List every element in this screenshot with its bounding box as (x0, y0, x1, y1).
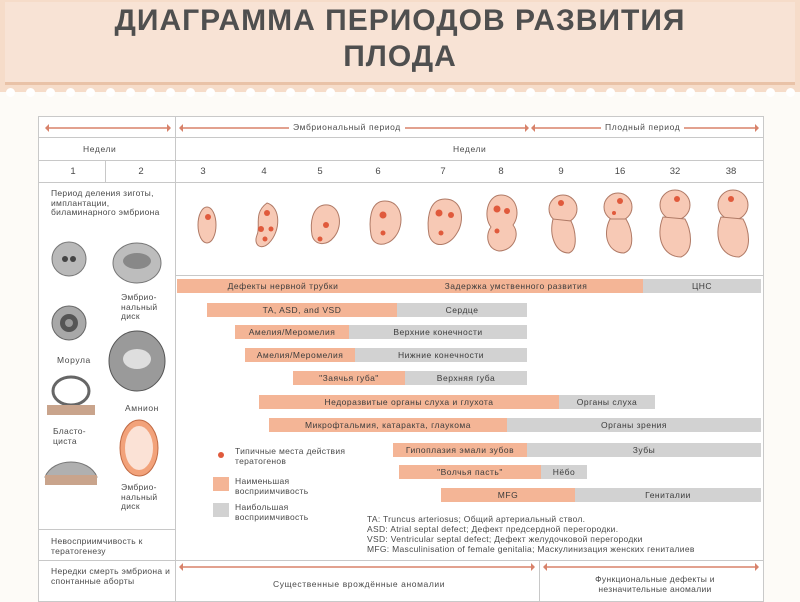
legend-gray-swatch (213, 503, 229, 517)
embryo-week-8-icon (477, 191, 527, 259)
congenital-arrow (179, 562, 535, 572)
abbrev-ta: TA: Truncus arteriosus; Общий артериальный ствол. (367, 514, 586, 524)
legend-gray-label: Наибольшая восприимчивость (235, 502, 309, 522)
fetal-period-label: Плодный период (601, 122, 684, 132)
bar-mental-retardation: Задержка умственного развития (389, 279, 643, 293)
bar-amelia-lower: Амелия/Меромелия (245, 348, 355, 362)
week-number: 6 (375, 166, 381, 177)
legend-pink-label: Наименьшая восприимчивость (235, 476, 309, 496)
bar-ta-asd-vsd: TA, ASD, and VSD (207, 303, 397, 317)
week-number: 32 (669, 166, 681, 177)
embryonic-period-label: Эмбриональный период (289, 122, 405, 132)
abbrev-asd: ASD: Atrial septal defect; Дефект предсердной перегородки. (367, 524, 619, 534)
fetus-week-16-icon (594, 189, 642, 261)
weeks-right-label: Недели (453, 144, 487, 154)
week-number: 3 (200, 166, 206, 177)
embryo-week-3-icon (191, 199, 225, 249)
bar-mfg: MFG (441, 488, 575, 502)
implantation-icon (43, 449, 99, 489)
rare-death-text: Нередки смерть эмбриона и спонтанные аборты (51, 566, 171, 586)
embryo-week-5-icon (304, 199, 348, 255)
abbrev-vsd: VSD: Ventricular septal defect; Дефект желудочковой перегородки (367, 534, 643, 544)
week-number: 9 (558, 166, 564, 177)
blastocyst-label: Бласто-циста (53, 426, 86, 446)
morula-icon (49, 303, 89, 343)
bar-cleft-lip: "Заячья губа" (293, 371, 405, 385)
bar-palate: Нёбо (541, 465, 587, 479)
fetus-week-38-icon (707, 187, 759, 263)
bar-hearing-defects: Недоразвитые органы слуха и глухота (259, 395, 559, 409)
bar-genitalia: Гениталии (575, 488, 761, 502)
bar-microphthalmia: Микрофтальмия, катаракта, глаукома (269, 418, 507, 432)
weeks-left-arrow (45, 123, 171, 133)
bar-hearing-organs: Органы слуха (559, 395, 655, 409)
embryonic-disc-icon-1 (109, 239, 165, 287)
blastocyst-icon (45, 375, 97, 419)
bar-lower-limbs: Нижние конечности (355, 348, 527, 362)
weeks-left-label: Недели (83, 144, 117, 154)
bar-amelia-upper: Амелия/Меромелия (235, 325, 349, 339)
week-number: 8 (498, 166, 504, 177)
embryo-week-6-icon (361, 195, 407, 255)
amnion-icon (105, 325, 169, 395)
fetus-week-9-icon (539, 191, 587, 261)
insensitivity-text: Невосприимчивость к тератогенезу (51, 536, 143, 556)
title-band (0, 0, 800, 92)
week-number: 2 (138, 166, 144, 177)
bar-cleft-palate: "Волчья пасть" (399, 465, 541, 479)
zygote-icon (49, 239, 89, 279)
bar-upper-limbs: Верхние конечности (349, 325, 527, 339)
week-number: 16 (614, 166, 626, 177)
cleavage-period-text: Период деления зиготы, имплантации, биламинарного эмбриона (51, 188, 160, 217)
bar-teeth: Зубы (527, 443, 761, 457)
functional-arrow (543, 562, 759, 572)
functional-defects-label: Функциональные дефекты и незначительные аномалии (595, 574, 715, 594)
embryo-week-7-icon (419, 193, 469, 257)
congenital-anomalies-label: Существенные врождённые аномалии (273, 579, 446, 589)
bar-neural-tube-defects: Дефекты нервной трубки (177, 279, 389, 293)
week-number: 38 (725, 166, 737, 177)
bar-enamel-hypoplasia: Гипоплазия эмали зубов (393, 443, 527, 457)
week-number: 4 (261, 166, 267, 177)
bar-heart: Сердце (397, 303, 527, 317)
bar-cns: ЦНС (643, 279, 761, 293)
week-number: 1 (70, 166, 76, 177)
teratogen-site-dot-icon (215, 449, 227, 461)
embryonic-disc-icon-2 (117, 417, 161, 479)
dot-border (0, 88, 800, 98)
bar-vision-organs: Органы зрения (507, 418, 761, 432)
title-line-2: ПЛОДА (343, 40, 457, 73)
amnion-label: Амнион (125, 403, 159, 413)
abbrev-mfg: MFG: Masculinisation of female genitalia; Маскулинизация женских гениталиев (367, 544, 695, 554)
diagram-frame (38, 116, 764, 602)
legend-dot-label: Типичные места действия тератогенов (235, 446, 346, 466)
fetus-week-32-icon (649, 187, 701, 263)
embryo-week-4-icon (247, 199, 287, 255)
embryonic-disc-label-2: Эмбрио-нальный диск (121, 482, 158, 511)
morula-label: Морула (57, 355, 91, 365)
legend-pink-swatch (213, 477, 229, 491)
week-number: 7 (440, 166, 446, 177)
bar-upper-lip: Верхняя губа (405, 371, 527, 385)
title-line-1: ДИАГРАММА ПЕРИОДОВ РАЗВИТИЯ (114, 4, 686, 37)
embryonic-disc-label-1: Эмбрио-нальный диск (121, 292, 158, 321)
week-number: 5 (317, 166, 323, 177)
